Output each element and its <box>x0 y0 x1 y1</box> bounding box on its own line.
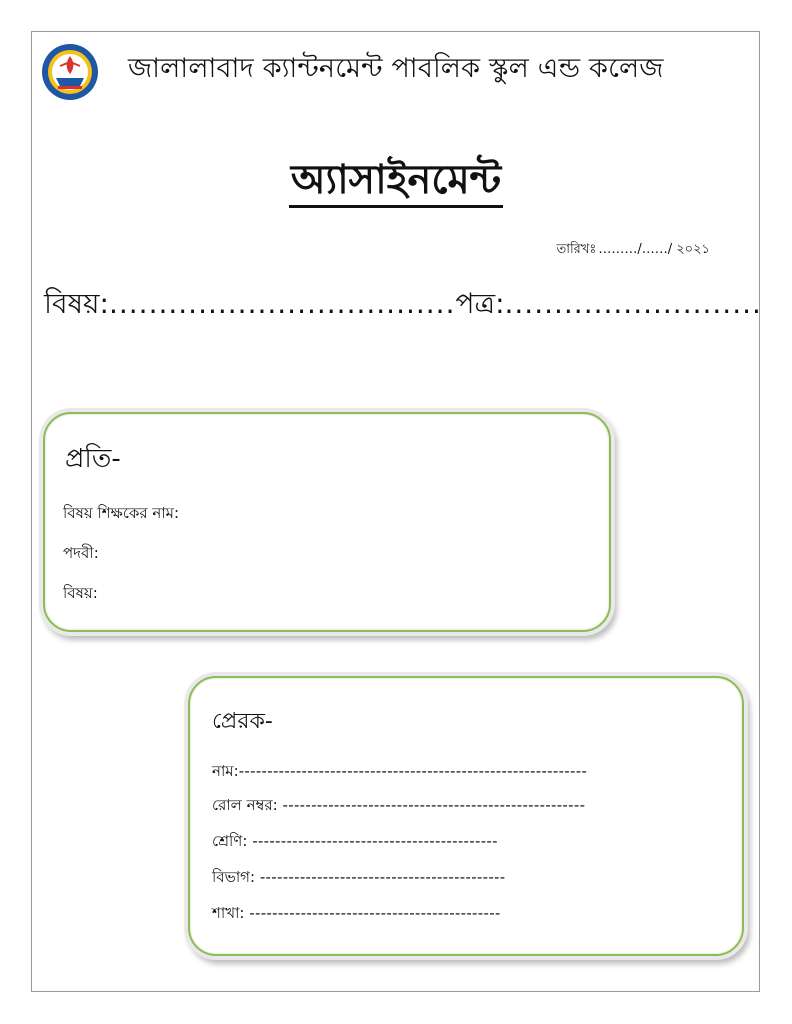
roll-number-label: রোল নম্বর: <box>212 796 278 814</box>
section-row <box>212 902 501 927</box>
department-row <box>212 866 506 891</box>
subject-label: বিষয়: <box>44 287 109 320</box>
page-title <box>0 148 792 215</box>
teacher-name-label: বিষয় শিক্ষকের নাম: <box>63 504 180 522</box>
paper-dots: .......................... <box>504 287 762 320</box>
date-label: তারিখঃ <box>556 242 597 257</box>
school-crest-logo <box>40 42 100 102</box>
recipient-heading: প্রতি- <box>65 444 121 474</box>
subject-row <box>44 282 762 329</box>
designation-label: পদবী: <box>63 544 99 562</box>
sender-name-line: ------------------------------------------------------------- <box>238 762 588 780</box>
department-line: ------------------------------------------- <box>259 868 506 886</box>
sender-name-row <box>212 760 587 785</box>
recipient-card <box>43 412 611 632</box>
sender-heading: প্রেরক- <box>212 709 273 734</box>
title-text: অ্যাসাইনমেন্ট <box>289 157 503 208</box>
roll-number-line: ----------------------------------------------------- <box>282 796 586 814</box>
department-label: বিভাগ: <box>212 868 256 886</box>
sender-name-label: নাম: <box>212 762 239 780</box>
section-label: শাখা: <box>212 904 245 922</box>
school-name: জালালাবাদ ক্যান্টনমেন্ট পাবলিক স্কুল এন্ড কলেজ <box>128 53 664 84</box>
sender-card <box>188 676 744 956</box>
paper-label: পত্র: <box>455 287 505 320</box>
date-line <box>480 240 710 261</box>
class-label: শ্রেণি: <box>212 832 248 850</box>
subject-field-label: বিষয়: <box>63 584 98 602</box>
roll-number-row <box>212 794 585 819</box>
subject-dots: ................................... <box>108 287 456 320</box>
section-line: -------------------------------------------- <box>249 904 501 922</box>
class-row <box>212 830 498 855</box>
class-line: ------------------------------------------- <box>252 832 498 850</box>
date-value: ………/……/ ২০২১ <box>598 242 710 257</box>
